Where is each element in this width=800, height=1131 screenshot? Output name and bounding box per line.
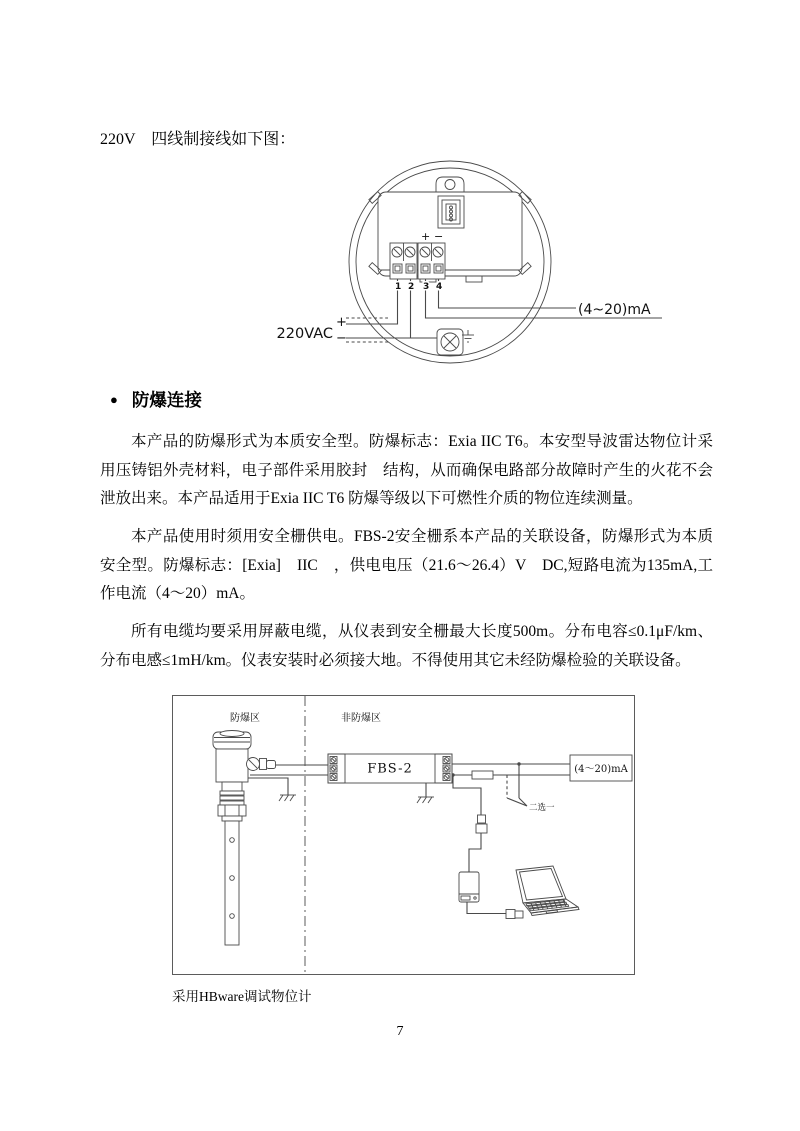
top-tab: [436, 177, 464, 192]
supply-minus-sign: −: [336, 331, 347, 346]
supply-label: 220VAC: [276, 326, 333, 342]
terminal-plus-sign: +: [421, 230, 431, 243]
ground-screw: [437, 329, 463, 355]
hart-modem: [459, 872, 479, 902]
barrier-name-label: FBS-2: [367, 761, 413, 777]
laptop: [516, 866, 579, 916]
cable-gland: [247, 758, 276, 771]
modem-cable: [469, 833, 481, 872]
intro-line: 220V 四线制接线如下图：: [100, 131, 296, 148]
terminal-number-1: 1: [395, 282, 402, 292]
safety-barrier: [328, 754, 452, 797]
choice-note-label: 二选一: [529, 803, 555, 813]
ground-icon: [462, 330, 474, 342]
page-number: 7: [396, 1024, 404, 1039]
pin-connector: [438, 196, 464, 228]
paragraph-3: 所有电缆均要采用屏蔽电缆，从仪表到安全栅最大长度500m。分布电容≤0.1μF/km、分布电感≤1mH/km。仪表安装时必须接大地。不得使用其它未经防爆检验的关联设备。: [100, 623, 713, 669]
supply-plus-sign: +: [336, 315, 347, 330]
section-title: 防爆连接: [131, 390, 202, 410]
meter-label: (4～20)mA: [574, 764, 628, 775]
zone-hazardous-label: 防爆区: [230, 713, 260, 724]
terminal-number-3: 3: [423, 282, 430, 292]
zone-safe-label: 非防爆区: [341, 713, 381, 724]
load-resistor: [472, 771, 493, 779]
paragraph-2: 本产品使用时须用安全栅供电。FBS-2安全栅系本产品的关联设备，防爆形式为本质安全型。防爆标志：[Exia] IIC ，供电电压（21.6～26.4）V DC,短路电流为135mA,工作电流（4～20）mA。: [100, 528, 713, 602]
wiring-diagram: [270, 148, 670, 378]
terminal-block-output: [418, 243, 445, 279]
current-meter: [570, 755, 632, 781]
paragraph-1: 本产品的防爆形式为本质安全型。防爆标志：Exia IIC T6。本安型导波雷达物位计采用压铸铝外壳材料，电子部件采用胶封 结构，从而确保电路部分故障时产生的火花不会泄放出来。本产品适用于Exia IIC T6 防爆等级以下可燃性介质的物位连续测量。: [100, 433, 713, 507]
usb-plug: [506, 910, 523, 919]
terminal-minus-sign: −: [434, 230, 444, 243]
terminal-number-4: 4: [436, 282, 443, 292]
bullet-icon: ●: [110, 392, 118, 407]
usb-cable: [467, 902, 506, 914]
hart-plug: [476, 815, 487, 833]
terminal-block-supply: [390, 243, 417, 279]
ground-icon-barrier: [417, 797, 434, 803]
figure-caption: 采用HBware调试物位计: [172, 989, 312, 1004]
level-meter-device: [213, 731, 288, 946]
output-current-label: (4~20)mA: [578, 302, 651, 318]
ground-icon-device: [279, 795, 296, 801]
terminal-number-2: 2: [408, 282, 415, 292]
section-heading: [110, 387, 202, 412]
barrier-diagram: [172, 695, 635, 975]
